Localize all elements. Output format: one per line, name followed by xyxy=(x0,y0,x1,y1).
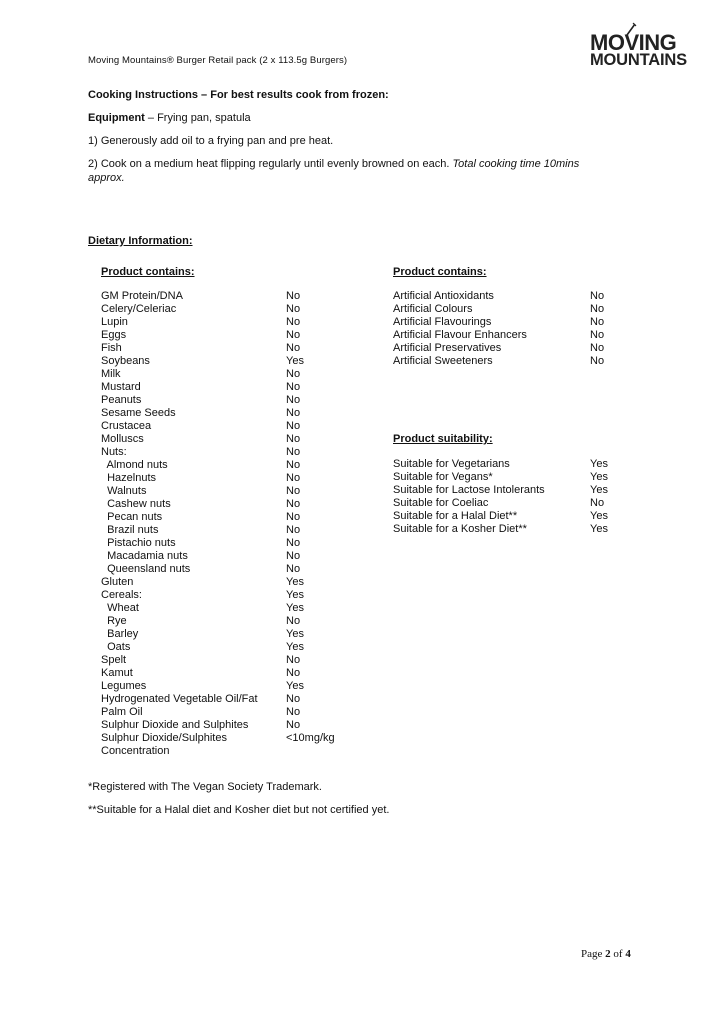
table-row-label: Eggs xyxy=(101,329,127,341)
table-row-value: No xyxy=(590,290,605,302)
table-row-label: Almond nuts xyxy=(101,459,168,471)
logo-line1: MOVING xyxy=(590,30,677,55)
table-row-label: GM Protein/DNA xyxy=(101,290,183,302)
page-current: 2 xyxy=(605,948,611,960)
table-row-value: Yes xyxy=(590,523,608,535)
table-row-label: Queensland nuts xyxy=(101,563,191,575)
table-row-label: Artificial Sweeteners xyxy=(393,355,493,367)
table-row-value: Yes xyxy=(590,510,608,522)
table-row-value: No xyxy=(286,654,301,666)
table-row-value: No xyxy=(286,459,301,471)
table-row-value: Yes xyxy=(286,602,304,614)
table-row-label: Rye xyxy=(101,615,127,627)
table-row-value: No xyxy=(590,355,605,367)
table-row-label: Artificial Antioxidants xyxy=(393,290,494,302)
table-row-value: No xyxy=(286,693,301,705)
table-row-label: Peanuts xyxy=(101,394,142,406)
cooking-step-1: 1) Generously add oil to a frying pan and pre heat. xyxy=(88,135,334,147)
table-row-value: Yes xyxy=(590,471,608,483)
table-row-value: Yes xyxy=(286,680,304,692)
table-row-value: Yes xyxy=(286,628,304,640)
table-row-value: No xyxy=(286,433,301,445)
table-row-label: Suitable for Coeliac xyxy=(393,497,489,509)
table-row-value: No xyxy=(286,290,301,302)
suitability-heading: Product suitability: xyxy=(393,433,493,445)
table-row-label: Soybeans xyxy=(101,355,150,367)
table-row-value: No xyxy=(286,485,301,497)
table-row-value: No xyxy=(286,316,301,328)
table-row-label: Kamut xyxy=(101,667,133,679)
table-row-value: No xyxy=(590,316,605,328)
table-row-label: Artificial Colours xyxy=(393,303,473,315)
table-row-label: Legumes xyxy=(101,680,147,692)
table-row-value: No xyxy=(286,329,301,341)
table-row-value: No xyxy=(286,394,301,406)
table-row-value: Yes xyxy=(590,458,608,470)
table-row-label: Sesame Seeds xyxy=(101,407,176,419)
table-row-value: No xyxy=(590,303,605,315)
table-row-value: Yes xyxy=(286,576,304,588)
equipment-text: – Frying pan, spatula xyxy=(144,112,251,124)
table-row-value: Yes xyxy=(590,484,608,496)
table-row-label: Molluscs xyxy=(101,433,144,445)
table-row-value: No xyxy=(286,420,301,432)
table-row-label: Pecan nuts xyxy=(101,511,163,523)
table-row-label: Sulphur Dioxide/Sulphites xyxy=(101,732,227,744)
table-row-label: Spelt xyxy=(101,654,127,666)
table-row-value: Yes xyxy=(286,641,304,653)
table-row-label: Concentration xyxy=(101,745,170,757)
table-row-value: No xyxy=(286,368,301,380)
table-row-label: Lupin xyxy=(101,316,128,328)
table-row-label: Mustard xyxy=(101,381,141,393)
table-row-value: <10mg/kg xyxy=(286,732,335,744)
table-row-value: No xyxy=(286,342,301,354)
table-row-label: Celery/Celeriac xyxy=(101,303,177,315)
table-row-label: Suitable for a Kosher Diet** xyxy=(393,523,527,535)
table-row-label: Cashew nuts xyxy=(101,498,171,510)
equipment-label: Equipment xyxy=(88,112,145,124)
table-row-label: Barley xyxy=(101,628,139,640)
table-row-label: Artificial Flavourings xyxy=(393,316,492,328)
table-row-label: Suitable for Vegans* xyxy=(393,471,493,483)
step2-text: 2) Cook on a medium heat flipping regularly until evenly browned on each. xyxy=(88,158,453,170)
table-row-label: Macadamia nuts xyxy=(101,550,188,562)
logo-line2: MOUNTAINS xyxy=(590,51,687,69)
table-row-value: No xyxy=(286,511,301,523)
table-row-label: Palm Oil xyxy=(101,706,143,718)
table-row-value: No xyxy=(286,615,301,627)
table-row-value: Yes xyxy=(286,355,304,367)
table-row-label: Cereals: xyxy=(101,589,142,601)
step2-total-time: Total cooking time 10mins xyxy=(452,158,580,170)
table-row-label: Hazelnuts xyxy=(101,472,157,484)
table-row-value: No xyxy=(286,407,301,419)
equipment-line xyxy=(88,111,251,125)
table-row-label: Wheat xyxy=(101,602,139,614)
table-row-value: No xyxy=(286,498,301,510)
page-number xyxy=(581,948,631,960)
table-row-value: No xyxy=(286,719,301,731)
page-word: Page xyxy=(581,948,603,960)
table-row-value: No xyxy=(286,303,301,315)
left-contains-heading: Product contains: xyxy=(101,266,195,278)
table-row-value: No xyxy=(286,472,301,484)
footnote-vegan-society: *Registered with The Vegan Society Trademark. xyxy=(88,781,322,793)
table-row-value: No xyxy=(286,667,301,679)
dietary-heading: Dietary Information: xyxy=(88,235,193,247)
cooking-step-2 xyxy=(88,157,618,185)
table-row-value: No xyxy=(286,706,301,718)
table-row-value: No xyxy=(286,550,301,562)
table-row-label: Sulphur Dioxide and Sulphites xyxy=(101,719,249,731)
table-row-label: Artificial Preservatives xyxy=(393,342,502,354)
footnote-halal-kosher: **Suitable for a Halal diet and Kosher diet but not certified yet. xyxy=(88,804,390,816)
table-row-value: No xyxy=(286,381,301,393)
table-row-label: Milk xyxy=(101,368,121,380)
table-row-label: Nuts: xyxy=(101,446,127,458)
table-row-value: Yes xyxy=(286,589,304,601)
table-row-label: Artificial Flavour Enhancers xyxy=(393,329,527,341)
document-header-title: Moving Mountains® Burger Retail pack (2 x 113.5g Burgers) xyxy=(88,55,348,66)
right-contains-heading: Product contains: xyxy=(393,266,487,278)
table-row-value: No xyxy=(590,342,605,354)
table-row-label: Suitable for a Halal Diet** xyxy=(393,510,518,522)
table-row-value: No xyxy=(590,497,605,509)
table-row-value: No xyxy=(286,537,301,549)
table-row-label: Gluten xyxy=(101,576,134,588)
cooking-heading: Cooking Instructions – For best results cook from frozen: xyxy=(88,89,389,101)
table-row-value: No xyxy=(286,524,301,536)
table-row-value: No xyxy=(286,563,301,575)
table-row-value: No xyxy=(590,329,605,341)
table-row-label: Oats xyxy=(101,641,131,653)
table-row-label: Hydrogenated Vegetable Oil/Fat xyxy=(101,693,258,705)
table-row-label: Crustacea xyxy=(101,420,152,432)
page-total: 4 xyxy=(625,948,631,960)
moving-mountains-logo xyxy=(590,20,700,70)
page-of: of xyxy=(613,948,623,960)
table-row-label: Suitable for Vegetarians xyxy=(393,458,510,470)
table-row-label: Walnuts xyxy=(101,485,147,497)
table-row-label: Fish xyxy=(101,342,122,354)
step2-approx: approx. xyxy=(88,172,125,184)
table-row-label: Brazil nuts xyxy=(101,524,159,536)
table-row-value: No xyxy=(286,446,301,458)
table-row-label: Suitable for Lactose Intolerants xyxy=(393,484,545,496)
table-row-label: Pistachio nuts xyxy=(101,537,176,549)
